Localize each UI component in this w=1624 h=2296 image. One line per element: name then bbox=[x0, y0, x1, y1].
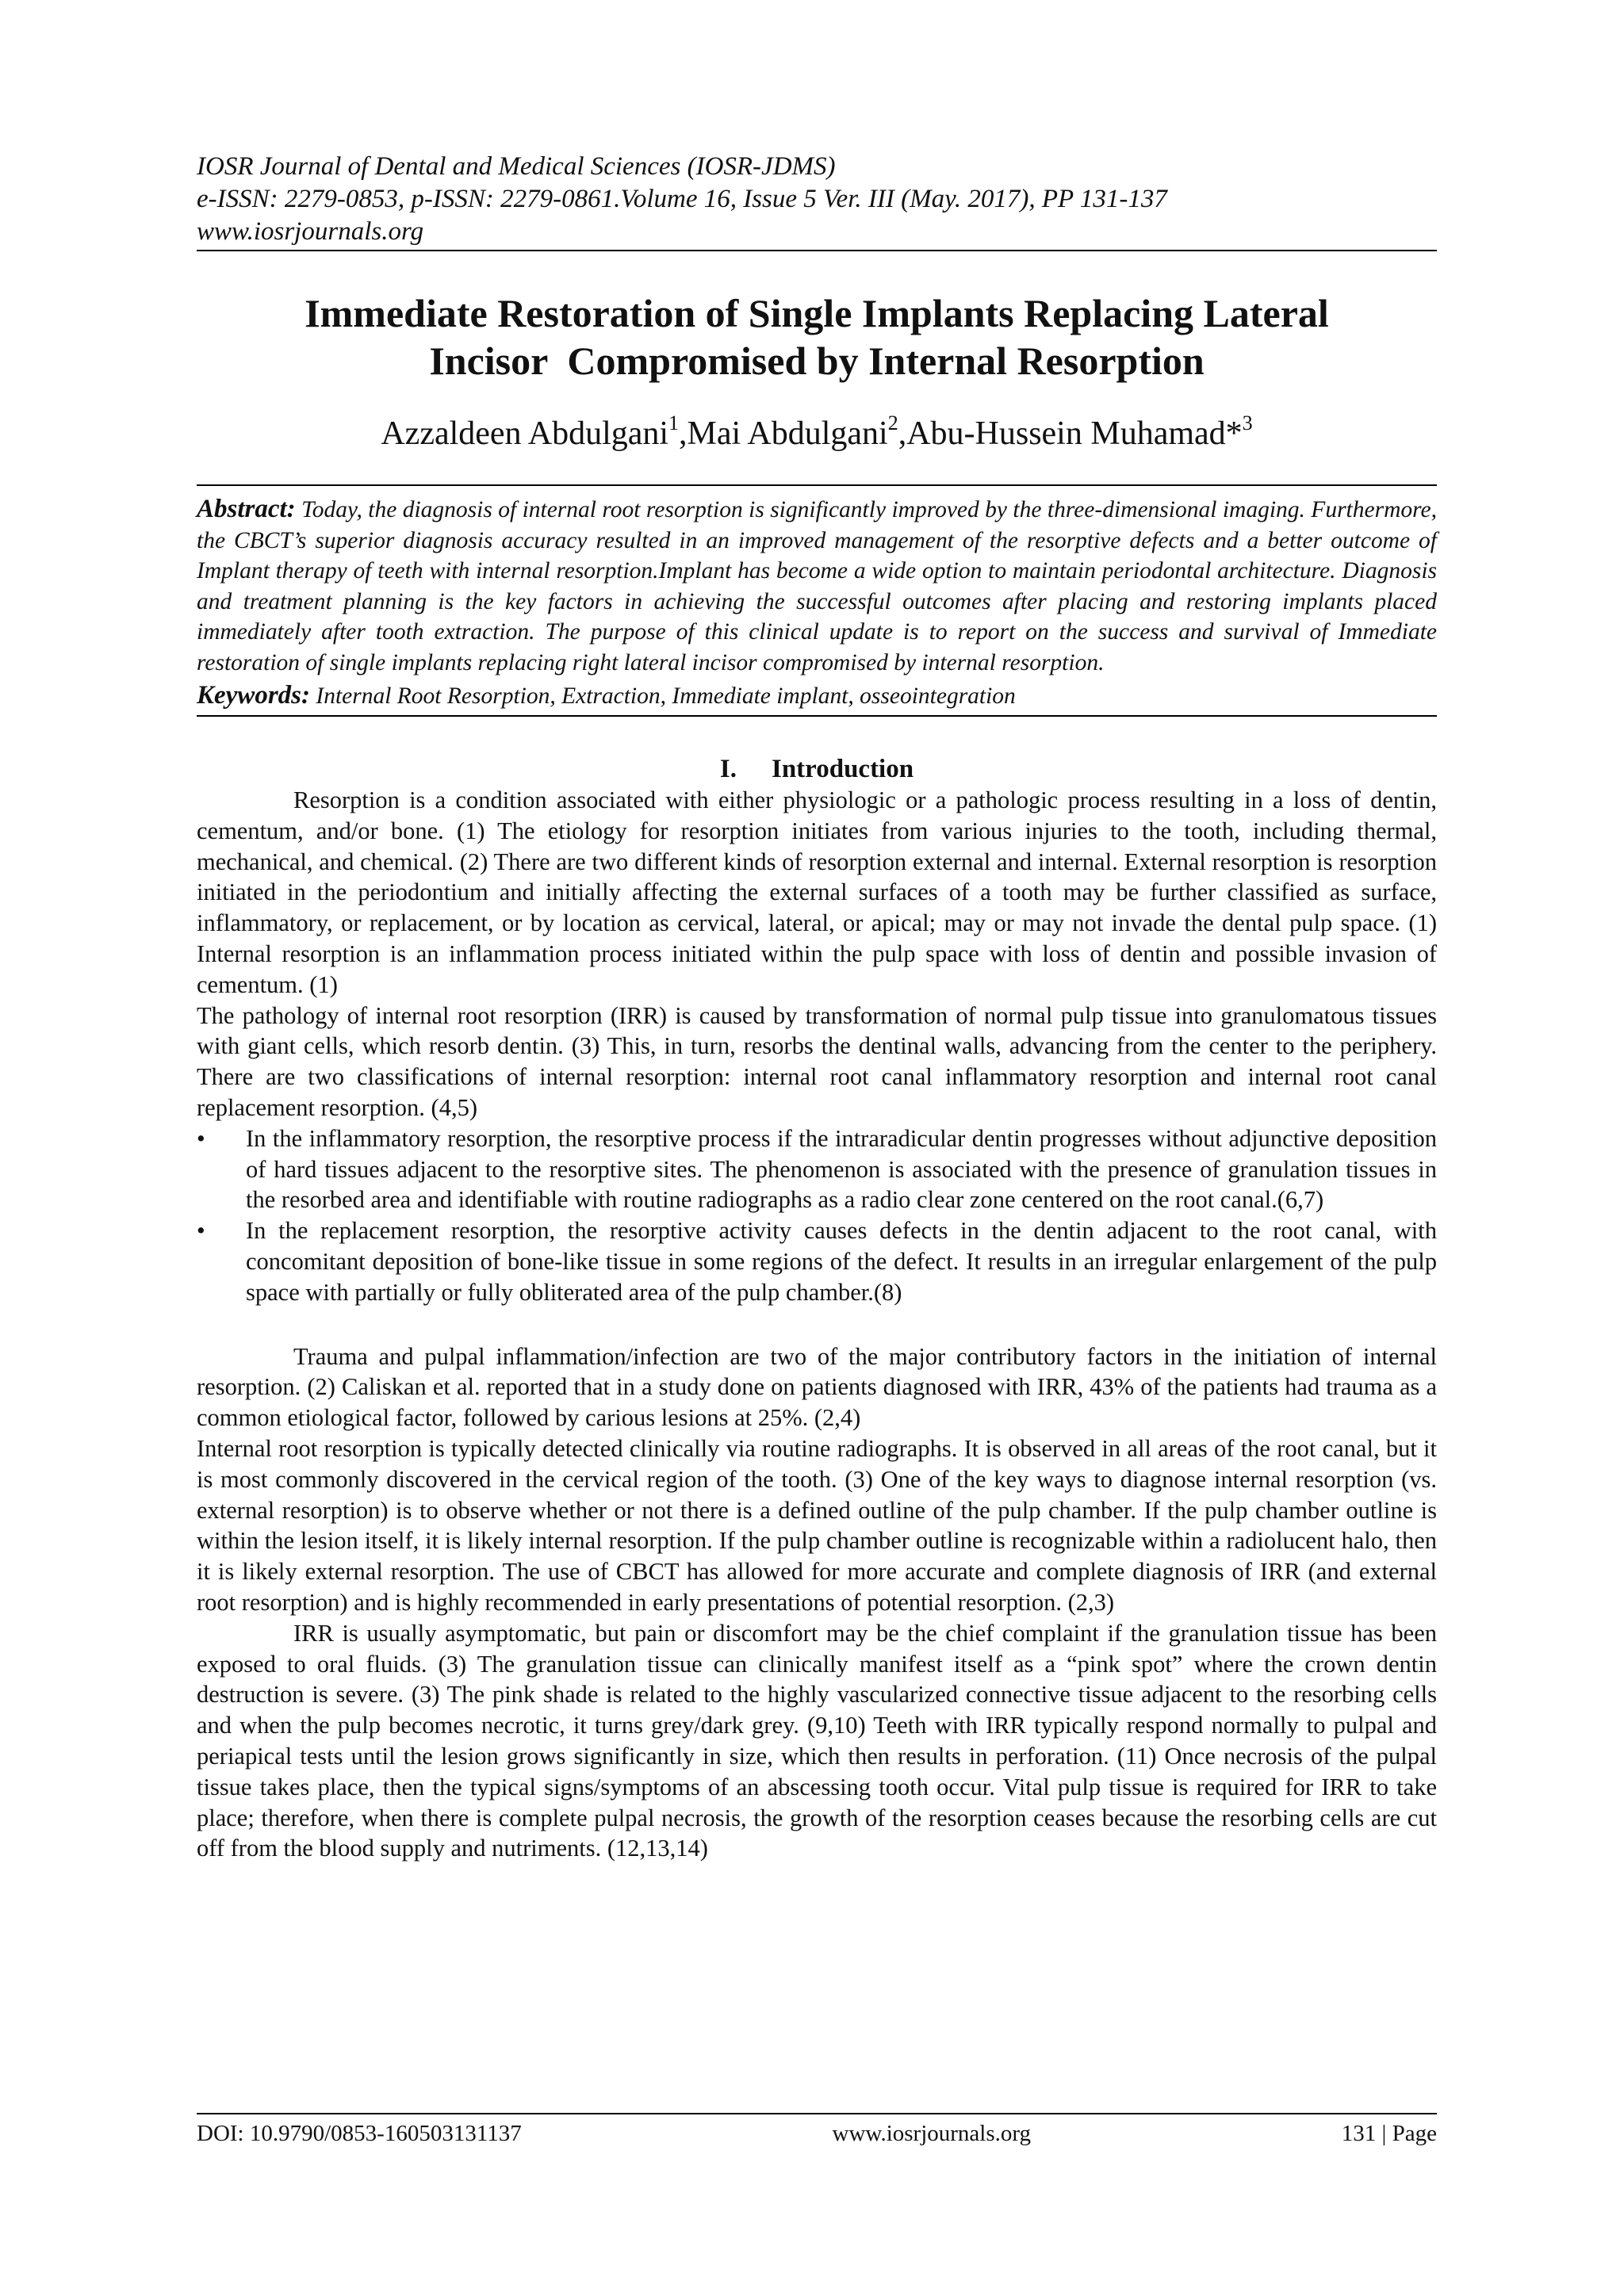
author-separator: , bbox=[898, 415, 907, 452]
footer-doi: DOI: 10.9790/0853-160503131137 bbox=[197, 2121, 522, 2146]
bullet-marker: • bbox=[197, 1124, 205, 1152]
author-affiliation-mark: 3 bbox=[1242, 411, 1253, 434]
footer-page-number: 131 | Page bbox=[1341, 2121, 1437, 2146]
paragraph-1: Resorption is a condition associated with either physiologic or a pathologic process resulting in a loss of dentin, cementum, and/or bone. (1) The etiology for resorption initiates from various injuries to the tooth, including thermal, mechanical, and chemical. (2) There are two different kinds of resorption external and internal. External resorption is resorption initiated in the periodontium and initially affecting the external surfaces of a tooth may be further classified as surface, inflammatory, or replacement, or by location as cervical, lateral, or apical; may or may not invade the dental pulp space. (1) Internal resorption is an inflammation process initiated within the pulp space with loss of dentin and possible invasion of cementum. (1) bbox=[197, 786, 1437, 998]
article-page bbox=[197, 151, 1437, 1864]
author-affiliation-mark: 2 bbox=[887, 411, 898, 434]
journal-website: www.iosrjournals.org bbox=[197, 217, 424, 246]
author-list bbox=[197, 413, 1437, 454]
page-footer bbox=[197, 2113, 1437, 2149]
paragraph-2: The pathology of internal root resorption (IRR) is caused by transformation of normal pulp tissue into granulomatous tissues with giant cells, which resorb dentin. (3) This, in turn, resorbs the dentinal walls, advancing from the center to the periphery. There are two classifications of internal resorption: internal root canal inflammatory resorption and internal root canal replacement resorption. (4,5) bbox=[197, 1001, 1437, 1121]
footer-website: www.iosrjournals.org bbox=[832, 2121, 1032, 2146]
article-title-line-2: Incisor Compromised by Internal Resorption bbox=[429, 339, 1205, 383]
journal-header bbox=[197, 151, 1437, 248]
author-name: Azzaldeen Abdulgani bbox=[381, 415, 669, 452]
article-title bbox=[197, 289, 1437, 385]
abstract-top-divider bbox=[197, 484, 1437, 486]
resorption-types-list bbox=[197, 1123, 1437, 1308]
paragraph-4: Internal root resorption is typically detected clinically via routine radiographs. It is observed in all areas of the root canal, but it is most commonly discovered in the cervical region of the tooth. (3) One of the key ways to diagnose internal resorption (vs. external resorption) is to observe whether or not there is a defined outline of the pulp chamber. If the pulp chamber outline is within the lesion itself, it is likely internal resorption. If the pulp chamber outline is recognizable within a radiolucent halo, then it is likely external resorption. The use of CBCT has allowed for more accurate and complete diagnosis of IRR (and external root resorption) and is highly recommended in early presentations of potential resorption. (2,3) bbox=[197, 1434, 1437, 1616]
footer-divider bbox=[197, 2113, 1437, 2114]
list-item bbox=[197, 1215, 1437, 1307]
author-name: Mai Abdulgani bbox=[687, 415, 888, 452]
keywords bbox=[197, 679, 1437, 712]
journal-issn-volume: e-ISSN: 2279-0853, p-ISSN: 2279-0861.Volume 16, Issue 5 Ver. III (May. 2017), PP 131-137 bbox=[197, 185, 1167, 213]
author-separator: , bbox=[679, 415, 688, 452]
list-item-text: In the replacement resorption, the resorptive activity causes defects in the dentin adjacent to the root canal, with concomitant deposition of bone-like tissue in some regions of the defect. It results in an irregular enlargement of the pulp space with partially or fully obliterated area of the pulp chamber.(8) bbox=[246, 1217, 1437, 1306]
header-divider bbox=[197, 250, 1437, 251]
abstract-label: Abstract: bbox=[197, 495, 296, 523]
abstract bbox=[197, 494, 1437, 678]
list-item-text: In the inflammatory resorption, the resorptive process if the intraradicular dentin progresses without adjunctive deposition of hard tissues adjacent to the resorptive sites. The phenomenon is associated with the presence of granulation tissues in the resorbed area and identifiable with routine radiographs as a radio clear zone centered on the root canal.(6,7) bbox=[246, 1124, 1437, 1214]
keywords-text: Internal Root Resorption, Extraction, Immediate implant, osseointegration bbox=[316, 683, 1016, 709]
list-item bbox=[197, 1123, 1437, 1215]
paragraph-3: Trauma and pulpal inflammation/infection are two of the major contributory factors in the initiation of internal resorption. (2) Caliskan et al. reported that in a study done on patients diagnosed with IRR, 43% of the patients had trauma as a common etiological factor, followed by carious lesions at 25%. (2,4) bbox=[197, 1342, 1437, 1432]
keywords-label: Keywords: bbox=[197, 681, 310, 710]
section-title: Introduction bbox=[771, 755, 914, 783]
section-heading bbox=[197, 753, 1437, 785]
bullet-marker: • bbox=[197, 1217, 205, 1245]
abstract-text: Today, the diagnosis of internal root resorption is significantly improved by the three-dimensional imaging. Furthermore, the CBCT’s superior diagnosis accuracy resulted in an improved management of the resorptive defects and a better outcome of Implant therapy of teeth with internal resorption.Implant has become a wide option to maintain periodontal architecture. Diagnosis and treatment planning is the key factors in achieving the successful outcomes after placing and restoring implants placed immediately after tooth extraction. The purpose of this clinical update is to report on the success and survival of Immediate restoration of single implants replacing right lateral incisor compromised by internal resorption. bbox=[197, 497, 1437, 675]
article-title-line-1: Immediate Restoration of Single Implants Replacing Lateral bbox=[304, 291, 1329, 335]
paragraph-5: IRR is usually asymptomatic, but pain or discomfort may be the chief complaint if the granulation tissue has been exposed to oral fluids. (3) The granulation tissue can clinically manifest itself as a “pink spot” where the crown dentin destruction is severe. (3) The pink shade is related to the highly vascularized connective tissue adjacent to the resorbing cells and when the pulp becomes necrotic, it turns grey/dark grey. (9,10) Teeth with IRR typically respond normally to pulpal and periapical tests until the lesion grows significantly in size, which then results in perforation. (11) Once necrosis of the pulpal tissue takes place, then the typical signs/symptoms of an abscessing tooth occur. Vital pulp tissue is required for IRR to take place; therefore, when there is complete pulpal necrosis, the growth of the resorption ceases because the resorbing cells are cut off from the blood supply and nutriments. (12,13,14) bbox=[197, 1619, 1437, 1862]
abstract-bottom-divider bbox=[197, 715, 1437, 717]
journal-name: IOSR Journal of Dental and Medical Sciences (IOSR-JDMS) bbox=[197, 152, 836, 181]
section-number: I. bbox=[719, 755, 737, 783]
author-name: Abu-Hussein Muhamad* bbox=[906, 415, 1243, 452]
author-affiliation-mark: 1 bbox=[668, 411, 680, 434]
